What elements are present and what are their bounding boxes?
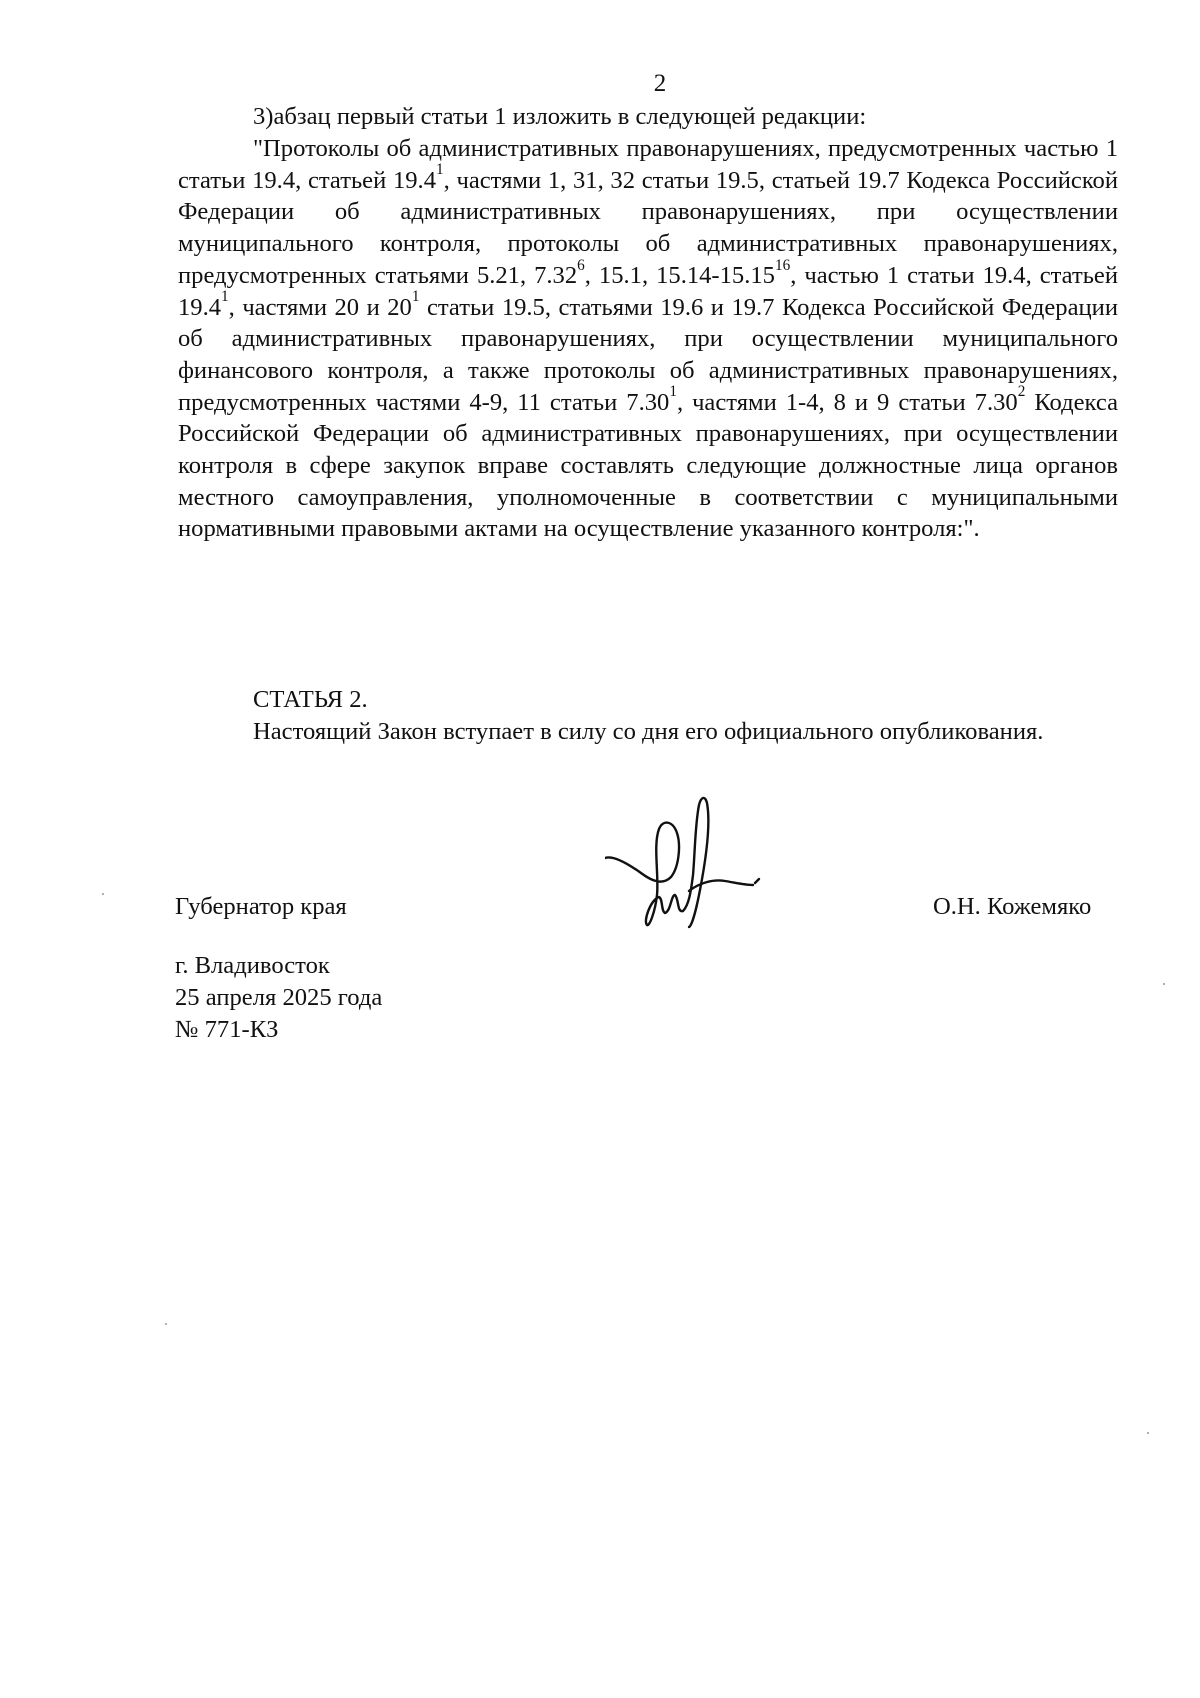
superscript: 1	[436, 161, 444, 179]
issue-place: г. Владивосток	[175, 952, 330, 979]
amendment-text-part: , частями 1, 31, 32 статьи 19.5, статьей 19.7 Кодекса Российской Федерации об административных правонарушениях, при осуществлении муниципального контроля, протоколы об административных правонарушениях, предусмотренных статьями 5.21, 7.32	[178, 166, 1118, 289]
scan-speck	[165, 1323, 167, 1325]
superscript: 2	[1017, 383, 1026, 401]
amendment-text-part: "Протоколы об административных правонарушениях, предусмотренных частью 1 статьи 19.4, статьей 19.4	[178, 135, 1118, 194]
amendment-text-part: Кодекса Российской Федерации об административных правонарушениях, при осуществлении контроля в сфере закупок вправе составлять следующие должностные лица органов местного самоуправления, уполномоченные в соответствии с муниципальными нормативными правовыми актами на осуществление указанного контроля:".	[178, 388, 1119, 543]
signatory-name: О.Н. Кожемяко	[933, 893, 1092, 920]
article-heading: СТАТЬЯ 2.	[253, 686, 368, 713]
scan-speck	[102, 893, 104, 895]
scan-speck	[1147, 1432, 1149, 1434]
superscript: 1	[221, 288, 229, 306]
signature-image	[605, 795, 795, 940]
superscript: 6	[577, 256, 585, 274]
amendment-text-part: , 15.1, 15.14-15.15	[584, 261, 775, 289]
amendment-text-part: , частью 1 статьи 19.4, статьей 19.4	[178, 261, 1118, 321]
superscript: 1	[669, 383, 677, 401]
article-text: Настоящий Закон вступает в силу со дня его официального опубликования.	[253, 718, 1044, 745]
issue-date: 25 апреля 2025 года	[175, 984, 383, 1011]
amendment-text-part: , частями 1-4, 8 и 9 статьи 7.30	[676, 388, 1018, 416]
signatory-title: Губернатор края	[175, 893, 347, 920]
amendment-intro: 3)абзац первый статьи 1 изложить в следующей редакции:	[253, 103, 867, 130]
superscript: 16	[774, 256, 791, 274]
page-number: 2	[653, 70, 667, 97]
amendment-text-part: статьи 19.5, статьями 19.6 и 19.7 Кодекса Российской Федерации об административных правонарушениях, при осуществлении муниципального финансового контроля, а также протоколы об административных правонарушениях, предусмотренных частями 4-9, 11 статьи 7.30	[178, 293, 1118, 416]
scan-speck	[1163, 983, 1165, 985]
amendment-text	[178, 133, 1118, 545]
superscript: 1	[411, 288, 420, 306]
issue-number: № 771-КЗ	[175, 1016, 279, 1043]
amendment-text-part: , частями 20 и 20	[228, 293, 412, 321]
